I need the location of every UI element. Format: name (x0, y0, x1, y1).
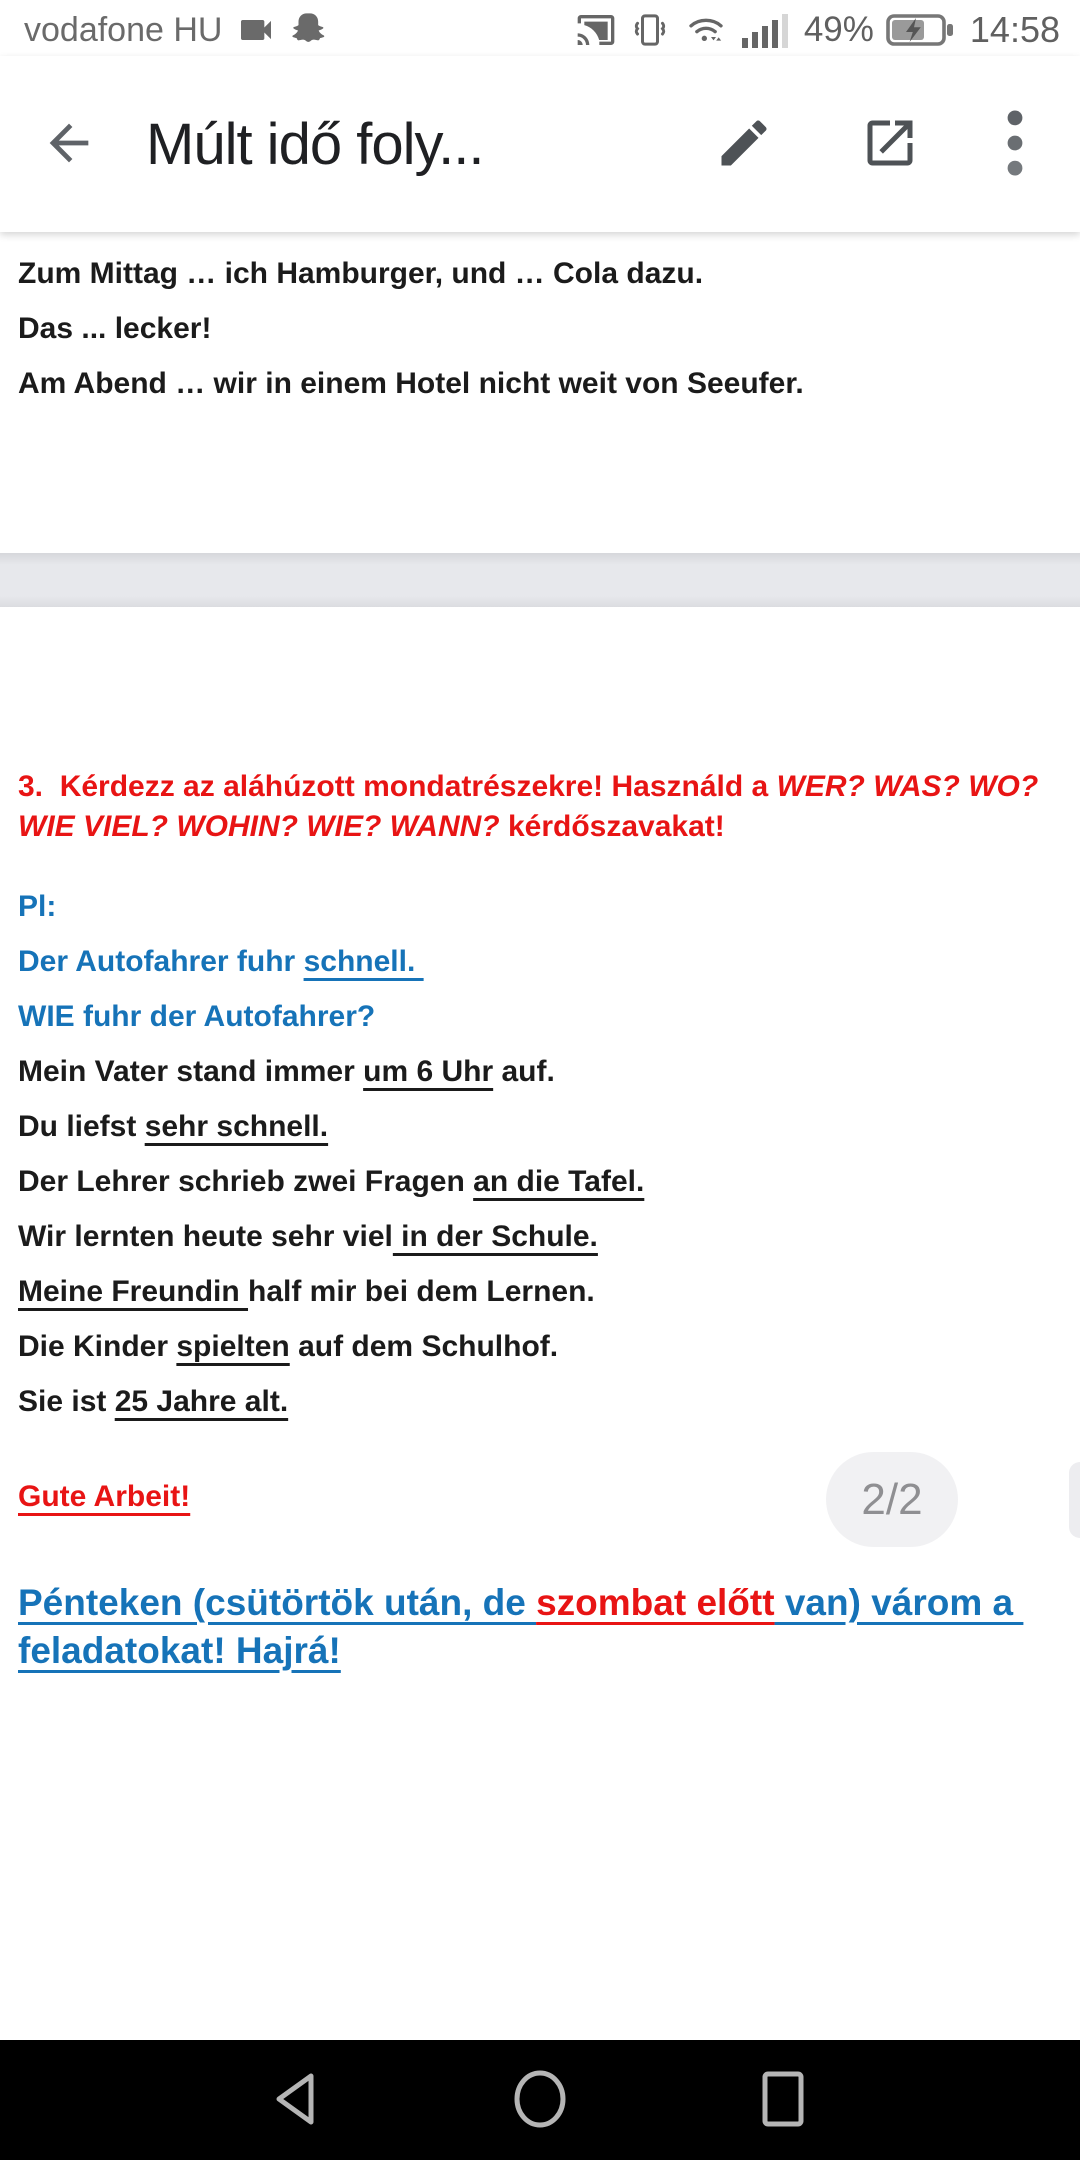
doc-paragraph (18, 1217, 1062, 1257)
text-segment: schnell. (303, 945, 424, 978)
text-segment: an die Tafel. (473, 1165, 645, 1198)
text-segment: Am Abend … wir in einem Hotel nicht weit von Seeufer. (18, 367, 804, 400)
scrollbar-handle[interactable] (1069, 1462, 1080, 1538)
text-segment: Der Autofahrer fuhr (18, 945, 304, 978)
doc-paragraph (18, 1107, 1062, 1147)
doc-paragraph (18, 887, 1062, 927)
overflow-menu-button[interactable] (1006, 109, 1024, 180)
status-right-group (574, 9, 1060, 51)
doc-paragraph (18, 1579, 1062, 1675)
doc-paragraph (18, 997, 1062, 1037)
recents-square-icon (752, 2068, 814, 2133)
text-segment: Die Kinder (18, 1330, 177, 1363)
nav-recents-button[interactable] (752, 2068, 814, 2133)
text-segment: WIE fuhr der Autofahrer? (18, 1000, 376, 1033)
clock-label: 14:58 (969, 9, 1060, 50)
text-segment: Gute Arbeit! (18, 1480, 191, 1513)
document-title: Múlt idő foly... (146, 111, 484, 177)
edit-pencil-icon (714, 113, 774, 176)
text-segment: auf dem Schulhof. (289, 1330, 559, 1363)
status-bar (0, 0, 1080, 56)
doc-paragraph (18, 309, 1062, 349)
text-segment: 25 Jahre alt. (114, 1385, 289, 1418)
battery-percent-label: 49% (803, 10, 874, 49)
text-segment: um 6 Uhr (363, 1055, 494, 1088)
status-left-group (24, 10, 330, 50)
snapchat-icon (290, 10, 330, 50)
doc-paragraph (18, 1272, 1062, 1312)
back-triangle-icon (266, 2068, 328, 2133)
doc-paragraph (18, 1052, 1062, 1092)
edit-button[interactable] (714, 113, 774, 176)
text-segment: half mir bei dem Lernen. (248, 1275, 595, 1308)
text-segment: Sie ist (18, 1385, 115, 1418)
carrier-label: vodafone HU (24, 10, 223, 49)
text-segment: Der Lehrer schrieb zwei Fragen (18, 1165, 474, 1198)
page-indicator-badge (826, 1452, 958, 1547)
text-segment: Wir lernten heute sehr viel (18, 1220, 393, 1253)
text-segment: Das ... lecker! (18, 312, 212, 345)
back-arrow-icon (40, 114, 98, 175)
text-segment: in der Schule. (392, 1220, 598, 1253)
back-button[interactable] (40, 114, 98, 175)
doc-paragraph (18, 1382, 1062, 1422)
nav-home-button[interactable] (509, 2068, 571, 2133)
signal-strength-icon (740, 10, 792, 50)
nav-back-button[interactable] (266, 2068, 328, 2133)
android-nav-bar (0, 2040, 1080, 2160)
doc-paragraph (18, 364, 1062, 404)
doc-paragraph (18, 1162, 1062, 1202)
video-call-icon (236, 10, 276, 50)
page-break-gap (0, 553, 1080, 607)
text-segment: spielten (176, 1330, 290, 1363)
text-segment: feladatokat! Hajrá! (18, 1630, 341, 1671)
home-circle-icon (509, 2068, 571, 2133)
wifi-icon (682, 10, 730, 50)
text-segment: Du liefst (18, 1110, 145, 1143)
cast-icon (574, 10, 618, 50)
text-segment: Pl: (18, 890, 57, 923)
text-segment: Pénteken (csütörtök után, de (18, 1582, 537, 1623)
text-segment: 3. Kérdezz az aláhúzott mondatrészekre! Használd a (18, 770, 777, 803)
doc-paragraph (18, 767, 1062, 847)
page-indicator-label: 2/2 (861, 1474, 923, 1524)
text-segment: Mein Vater stand immer (18, 1055, 364, 1088)
doc-paragraph (18, 942, 1062, 982)
doc-paragraph (18, 254, 1062, 294)
battery-charging-icon (886, 10, 956, 50)
app-bar-actions (714, 109, 1042, 180)
text-segment: kérdőszavakat! (499, 810, 725, 843)
open-in-new-button[interactable] (860, 113, 920, 176)
vibrate-icon (628, 10, 672, 50)
text-segment: Zum Mittag … ich Hamburger, und … Cola dazu. (18, 257, 704, 290)
doc-paragraph (18, 1327, 1062, 1367)
app-bar (0, 56, 1080, 232)
text-segment: sehr schnell. (144, 1110, 329, 1143)
text-segment: szombat előtt (536, 1582, 775, 1623)
text-segment: van) várom a (774, 1582, 1024, 1623)
text-segment: Meine Freundin (18, 1275, 249, 1308)
document-scroll-area[interactable] (0, 232, 1080, 2040)
open-in-new-icon (860, 113, 920, 176)
document-page-1 (0, 232, 1080, 404)
text-segment: auf. (493, 1055, 555, 1088)
overflow-menu-icon (1006, 109, 1024, 180)
text-segment: WER? WAS? WO? WIE VIEL? WOHIN? WIE? WANN? (18, 770, 1047, 843)
